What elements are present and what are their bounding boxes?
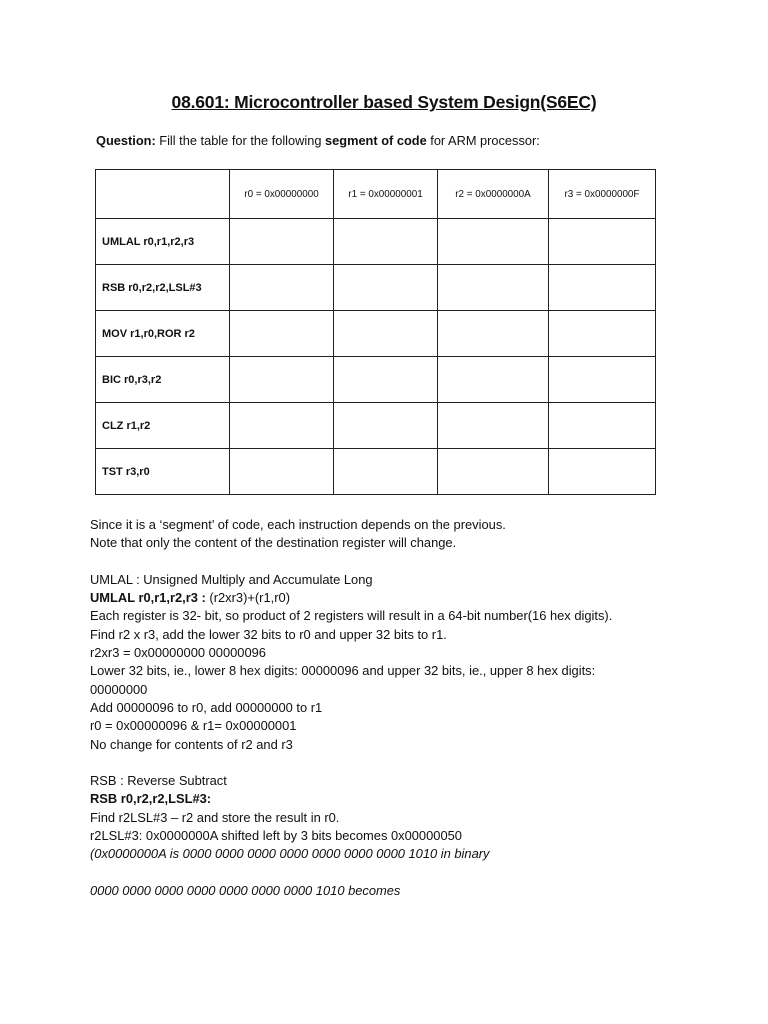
- empty-cell: [438, 219, 549, 265]
- empty-cell: [334, 449, 438, 495]
- header-cell-r0: r0 = 0x00000000: [230, 170, 334, 219]
- umlal-instruction: UMLAL r0,r1,r2,r3 :: [90, 590, 206, 606]
- table-row: [96, 357, 656, 403]
- paragraph-line: Each register is 32- bit, so product of 2 registers will result in a 64-bit number(16 hex digits).: [90, 608, 613, 624]
- table-row: [96, 265, 656, 311]
- empty-cell: [549, 449, 656, 495]
- paragraph-line: Add 00000096 to r0, add 00000000 to r1: [90, 699, 323, 715]
- empty-cell: [438, 357, 549, 403]
- empty-cell: [549, 357, 656, 403]
- empty-cell: [230, 219, 334, 265]
- header-cell-empty: [96, 170, 230, 219]
- instruction-cell: UMLAL r0,r1,r2,r3: [96, 219, 230, 265]
- header-cell-r1: r1 = 0x00000001: [334, 170, 438, 219]
- instruction-cell: MOV r1,r0,ROR r2: [96, 311, 230, 357]
- paragraph-line: No change for contents of r2 and r3: [90, 736, 293, 752]
- table-header-row: [96, 170, 656, 219]
- question-text-1: Fill the table for the following: [155, 133, 326, 148]
- paragraph-line: r0 = 0x00000096 & r1= 0x00000001: [90, 718, 297, 734]
- paragraph-line: Lower 32 bits, ie., lower 8 hex digits: 00000096 and upper 32 bits, ie., upper 8 hex digits:: [90, 663, 596, 679]
- rsb-title: RSB : Reverse Subtract: [90, 773, 227, 789]
- empty-cell: [334, 357, 438, 403]
- paragraph-line: 0000 0000 0000 0000 0000 0000 0000 1010 becomes: [90, 882, 401, 898]
- empty-cell: [230, 403, 334, 449]
- table-row: [96, 311, 656, 357]
- empty-cell: [334, 311, 438, 357]
- instruction-cell: TST r3,r0: [96, 449, 230, 495]
- paragraph-line: r2xr3 = 0x00000000 00000096: [90, 645, 266, 661]
- empty-cell: [230, 357, 334, 403]
- paragraph-line: r2LSL#3: 0x0000000A shifted left by 3 bits becomes 0x00000050: [90, 828, 462, 844]
- paragraph-line: 00000000: [90, 681, 148, 697]
- umlal-formula: (r2xr3)+(r1,r0): [205, 590, 290, 606]
- instruction-cell: BIC r0,r3,r2: [96, 357, 230, 403]
- question-line: [96, 133, 540, 148]
- explanation-text: [90, 516, 690, 900]
- empty-cell: [438, 311, 549, 357]
- paragraph-line: Find r2 x r3, add the lower 32 bits to r0 and upper 32 bits to r1.: [90, 626, 447, 642]
- paragraph-line: (0x0000000A is 0000 0000 0000 0000 0000 0000 0000 1010 in binary: [90, 846, 490, 862]
- empty-cell: [549, 265, 656, 311]
- empty-cell: [549, 311, 656, 357]
- header-cell-r3: r3 = 0x0000000F: [549, 170, 656, 219]
- question-text-2: for ARM processor:: [426, 133, 540, 148]
- question-bold-text: segment of code: [325, 133, 427, 148]
- table-row: [96, 219, 656, 265]
- question-label: Question:: [96, 133, 156, 148]
- umlal-title: UMLAL : Unsigned Multiply and Accumulate Long: [90, 571, 373, 587]
- empty-cell: [334, 219, 438, 265]
- empty-cell: [438, 449, 549, 495]
- empty-cell: [438, 265, 549, 311]
- paragraph-line: Find r2LSL#3 – r2 and store the result in r0.: [90, 809, 340, 825]
- instruction-cell: RSB r0,r2,r2,LSL#3: [96, 265, 230, 311]
- paragraph-line: Since it is a ‘segment’ of code, each instruction depends on the previous.: [90, 517, 506, 532]
- empty-cell: [334, 403, 438, 449]
- empty-cell: [230, 265, 334, 311]
- empty-cell: [549, 219, 656, 265]
- empty-cell: [334, 265, 438, 311]
- umlal-formula-line: [90, 589, 690, 607]
- empty-cell: [549, 403, 656, 449]
- empty-cell: [230, 311, 334, 357]
- header-cell-r2: r2 = 0x0000000A: [438, 170, 549, 219]
- instruction-cell: CLZ r1,r2: [96, 403, 230, 449]
- page-title: 08.601: Microcontroller based System Design(S6EC): [171, 92, 597, 112]
- table-row: [96, 403, 656, 449]
- paragraph-line: Note that only the content of the destination register will change.: [90, 535, 457, 551]
- empty-cell: [230, 449, 334, 495]
- empty-cell: [438, 403, 549, 449]
- table-row: [96, 449, 656, 495]
- rsb-instruction: RSB r0,r2,r2,LSL#3:: [90, 791, 212, 807]
- register-table: [95, 169, 656, 495]
